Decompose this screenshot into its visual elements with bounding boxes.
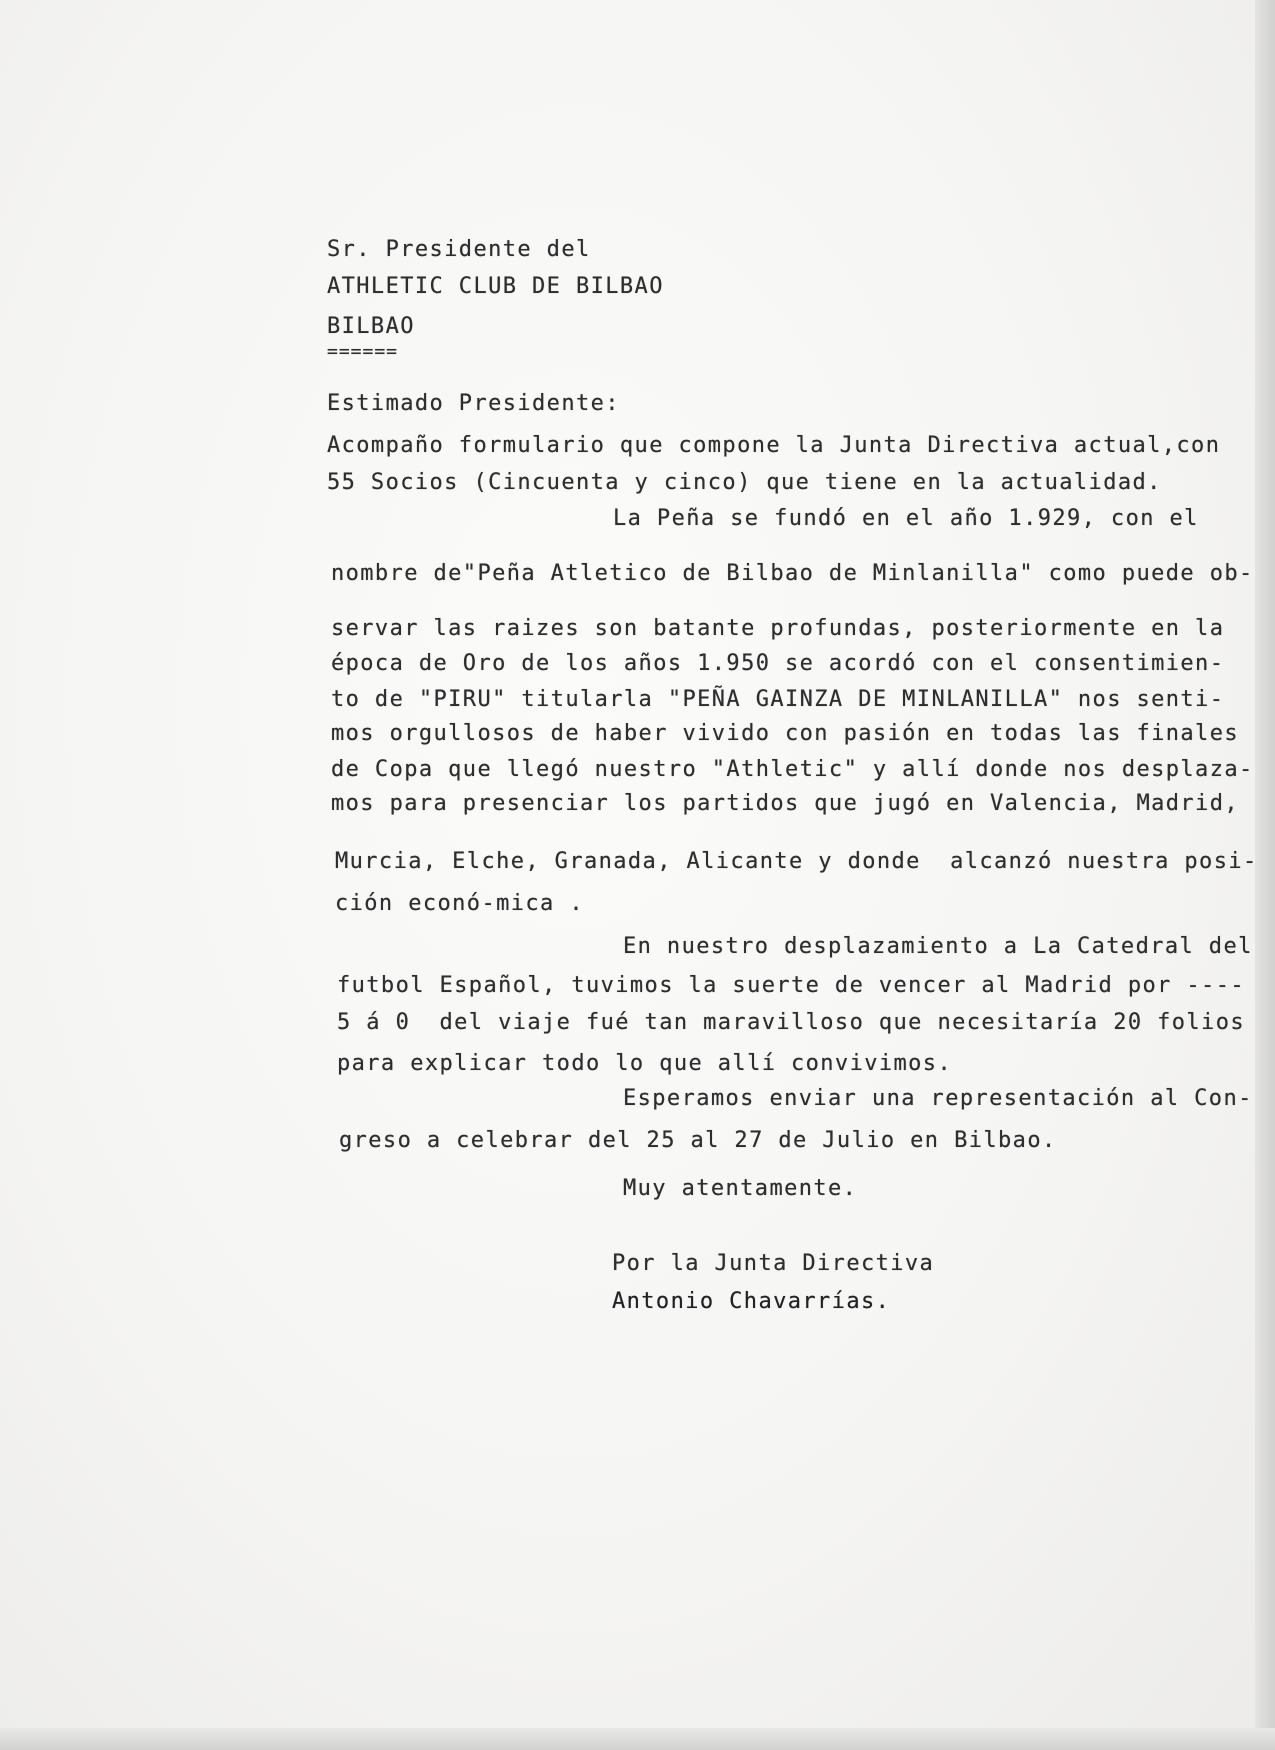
body-line-7: to de "PIRU" titularla "PEÑA GAINZA DE MINLANILLA" nos senti-	[331, 687, 1225, 712]
body-line-15: 5 á 0 del viaje fué tan maravilloso que necesitaría 20 folios	[337, 1010, 1245, 1035]
body-line-4: nombre de"Peña Atletico de Bilbao de Minlanilla" como puede ob-	[331, 561, 1254, 586]
signature-line-2: Antonio Chavarrías.	[612, 1289, 891, 1314]
body-line-5: servar las raizes son batante profundas, posteriormente en la	[331, 616, 1225, 641]
body-line-12: ción econó-mica .	[335, 891, 584, 916]
body-line-8: mos orgullosos de haber vivido con pasión en todas las finales	[331, 721, 1239, 746]
signature-line-1: Por la Junta Directiva	[612, 1251, 935, 1276]
body-line-6: época de Oro de los años 1.950 se acordó con el consentimien-	[331, 651, 1225, 676]
body-line-11: Murcia, Elche, Granada, Alicante y donde alcanzó nuestra posi-	[335, 849, 1258, 874]
body-line-17: Esperamos enviar una representación al Con-	[623, 1086, 1253, 1111]
body-line-10: mos para presenciar los partidos que jugó en Valencia, Madrid,	[331, 791, 1239, 816]
body-line-9: de Copa que llegó nuestro "Athletic" y allí donde nos desplaza-	[331, 757, 1254, 782]
recipient-line-1: Sr. Presidente del	[327, 237, 591, 262]
salutation: Estimado Presidente:	[327, 391, 620, 416]
body-line-3: La Peña se fundó en el año 1.929, con el	[613, 506, 1199, 531]
body-line-13: En nuestro desplazamiento a La Catedral del	[623, 934, 1253, 959]
body-line-18: greso a celebrar del 25 al 27 de Julio en Bilbao.	[339, 1128, 1057, 1153]
closing: Muy atentamente.	[623, 1176, 858, 1201]
recipient-underline: ======	[327, 341, 399, 362]
recipient-line-3: BILBAO	[327, 314, 415, 339]
body-line-2: 55 Socios (Cincuenta y cinco) que tiene en la actualidad.	[327, 470, 1162, 495]
body-line-1: Acompaño formulario que compone la Junta Directiva actual,con	[327, 433, 1221, 458]
body-line-16: para explicar todo lo que allí convivimos.	[337, 1051, 953, 1076]
body-line-14: futbol Español, tuvimos la suerte de vencer al Madrid por ----	[337, 973, 1245, 998]
recipient-line-2: ATHLETIC CLUB DE BILBAO	[327, 274, 664, 299]
